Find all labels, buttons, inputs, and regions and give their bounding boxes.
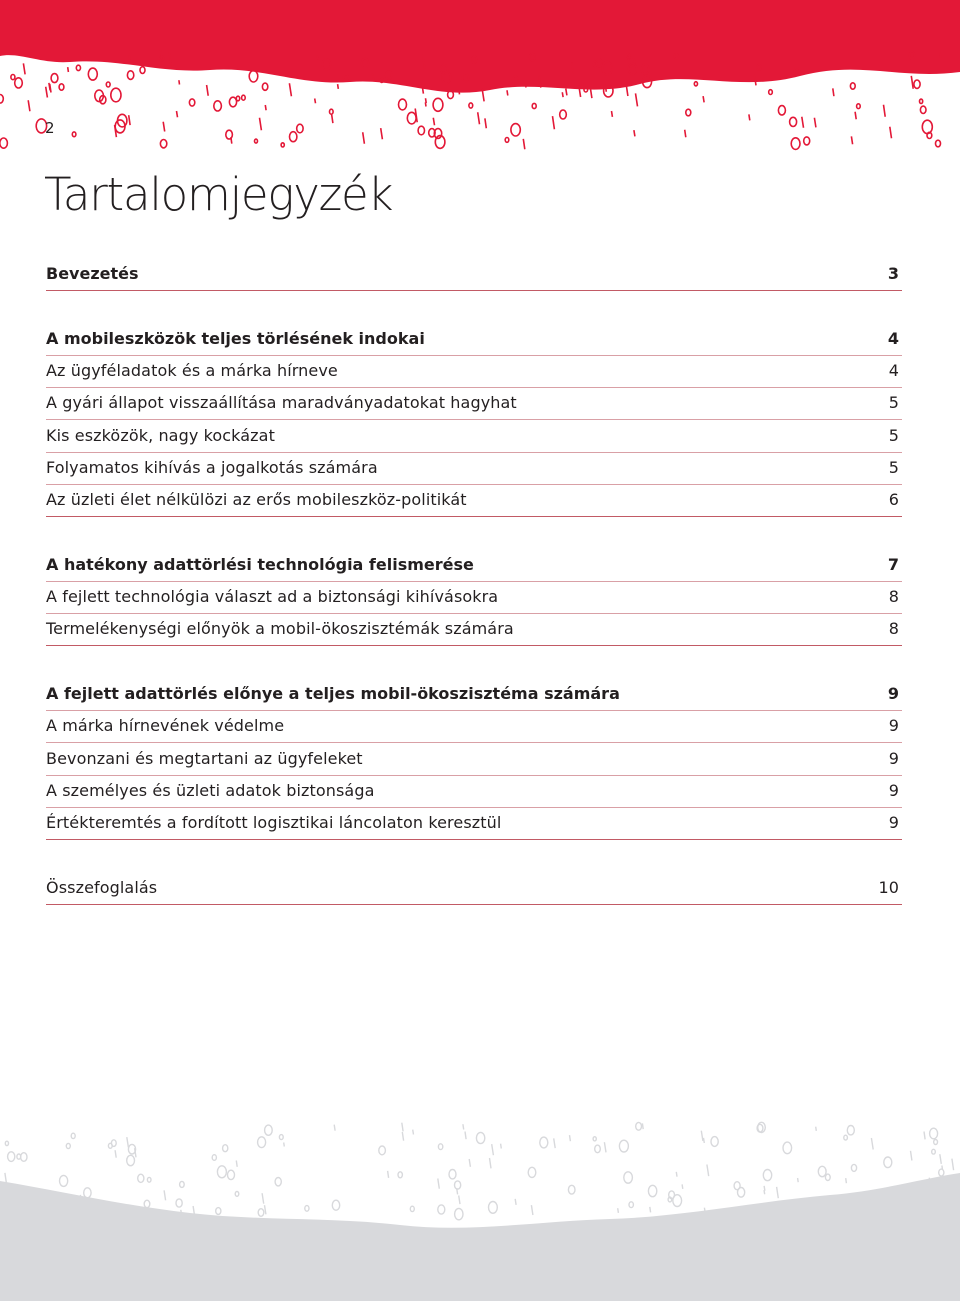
binary-zero-mark bbox=[265, 1125, 273, 1135]
binary-zero-mark bbox=[106, 82, 110, 87]
binary-one-mark bbox=[115, 125, 117, 137]
binary-one-mark bbox=[924, 1132, 925, 1140]
binary-one-mark bbox=[332, 114, 333, 124]
toc-entry-label: Értékteremtés a fordított logisztikai láncolaton keresztül bbox=[46, 813, 502, 833]
binary-one-mark bbox=[531, 1205, 533, 1215]
toc-entry-label: Bevonzani és megtartani az ügyfeleket bbox=[46, 748, 363, 768]
binary-one-mark bbox=[676, 1172, 677, 1177]
binary-zero-mark bbox=[593, 1137, 596, 1141]
binary-one-mark bbox=[855, 112, 856, 120]
binary-one-mark bbox=[289, 83, 291, 96]
binary-zero-mark bbox=[138, 1174, 144, 1182]
binary-one-mark bbox=[490, 1158, 492, 1168]
toc-entry bbox=[46, 808, 902, 840]
binary-one-mark bbox=[591, 90, 592, 99]
binary-zero-mark bbox=[763, 1170, 771, 1181]
binary-one-mark bbox=[262, 1193, 264, 1204]
binary-zero-mark bbox=[0, 95, 3, 104]
binary-one-mark bbox=[231, 137, 232, 143]
binary-zero-mark bbox=[930, 1128, 938, 1139]
binary-one-mark bbox=[816, 1127, 817, 1131]
binary-one-mark bbox=[425, 102, 426, 106]
toc-entry-page: 9 bbox=[888, 813, 899, 833]
binary-one-mark bbox=[265, 1205, 266, 1214]
binary-one-mark bbox=[485, 118, 486, 128]
binary-zero-mark bbox=[449, 1170, 456, 1179]
toc-entry-page: 10 bbox=[878, 877, 899, 897]
binary-one-mark bbox=[884, 105, 886, 117]
binary-one-mark bbox=[46, 87, 48, 98]
binary-zero-mark bbox=[66, 1143, 70, 1148]
toc-entry-page: 5 bbox=[888, 457, 899, 477]
binary-one-mark bbox=[363, 132, 365, 144]
toc-entry-page: 4 bbox=[888, 360, 899, 380]
binary-zero-mark bbox=[297, 124, 303, 133]
toc-entry-label: Az ügyféladatok és a márka hírneve bbox=[46, 360, 338, 380]
binary-one-mark bbox=[402, 1123, 403, 1132]
binary-zero-mark bbox=[648, 1185, 656, 1196]
binary-one-mark bbox=[129, 115, 130, 125]
binary-zero-mark bbox=[216, 1208, 221, 1215]
binary-one-mark bbox=[164, 1190, 166, 1200]
binary-zero-mark bbox=[60, 1175, 68, 1186]
binary-zero-mark bbox=[438, 1205, 445, 1214]
binary-zero-mark bbox=[160, 140, 166, 148]
page-number: 2 bbox=[45, 119, 55, 137]
binary-one-mark bbox=[236, 1161, 237, 1167]
binary-zero-mark bbox=[223, 1145, 228, 1152]
binary-one-mark bbox=[940, 1154, 942, 1164]
binary-one-mark bbox=[814, 118, 816, 128]
binary-one-mark bbox=[685, 130, 686, 138]
binary-zero-mark bbox=[214, 101, 222, 111]
binary-one-mark bbox=[260, 118, 262, 131]
binary-one-mark bbox=[177, 111, 178, 117]
binary-zero-mark bbox=[332, 1200, 339, 1210]
binary-one-mark bbox=[317, 55, 318, 60]
binary-zero-mark bbox=[147, 1177, 151, 1182]
binary-one-mark bbox=[634, 130, 635, 136]
binary-one-mark bbox=[911, 1151, 912, 1161]
binary-zero-mark bbox=[540, 1137, 548, 1148]
binary-zero-mark bbox=[279, 1135, 283, 1140]
binary-zero-mark bbox=[379, 1146, 386, 1155]
binary-zero-mark bbox=[922, 120, 932, 133]
toc-entry bbox=[46, 711, 902, 743]
binary-zero-mark bbox=[11, 75, 15, 80]
binary-zero-mark bbox=[532, 103, 536, 108]
binary-zero-mark bbox=[330, 109, 334, 114]
binary-zero-mark bbox=[275, 1178, 281, 1186]
toc-entry-page: 8 bbox=[888, 619, 899, 639]
binary-one-mark bbox=[507, 90, 508, 95]
binary-zero-mark bbox=[850, 83, 855, 89]
binary-one-mark bbox=[554, 1138, 556, 1148]
toc-entry-label: A hatékony adattörlési technológia felismerése bbox=[46, 554, 474, 574]
binary-zero-mark bbox=[934, 1140, 938, 1145]
toc-entry-page: 9 bbox=[888, 780, 899, 800]
binary-zero-mark bbox=[127, 71, 133, 80]
binary-zero-mark bbox=[914, 80, 920, 88]
toc-entry-label: Termelékenységi előnyök a mobil-ökoszisztémák számára bbox=[46, 619, 514, 639]
toc-entry bbox=[46, 614, 902, 646]
binary-zero-mark bbox=[851, 1164, 856, 1171]
binary-zero-mark bbox=[59, 84, 64, 90]
binary-zero-mark bbox=[217, 1166, 226, 1178]
binary-zero-mark bbox=[511, 124, 520, 136]
binary-zero-mark bbox=[920, 106, 926, 113]
binary-one-mark bbox=[871, 1138, 873, 1150]
toc-entry-page: 6 bbox=[888, 490, 899, 510]
binary-one-mark bbox=[501, 1144, 502, 1149]
binary-zero-mark bbox=[71, 1133, 75, 1138]
binary-zero-mark bbox=[844, 1135, 848, 1140]
binary-one-mark bbox=[265, 105, 266, 110]
binary-zero-mark bbox=[418, 126, 424, 135]
binary-zero-mark bbox=[398, 1172, 402, 1178]
binary-one-mark bbox=[851, 136, 852, 144]
binary-one-mark bbox=[682, 1184, 683, 1189]
binary-zero-mark bbox=[778, 106, 785, 115]
binary-zero-mark bbox=[624, 1172, 633, 1183]
binary-zero-mark bbox=[258, 1137, 266, 1148]
binary-one-mark bbox=[703, 96, 704, 102]
page-title: Tartalomjegyzék bbox=[44, 168, 393, 221]
toc-entry-page: 9 bbox=[887, 683, 899, 703]
binary-zero-mark bbox=[51, 74, 58, 83]
binary-one-mark bbox=[23, 63, 25, 74]
binary-zero-mark bbox=[818, 1166, 826, 1176]
binary-one-mark bbox=[701, 1131, 703, 1141]
binary-zero-mark bbox=[920, 99, 923, 103]
binary-one-mark bbox=[68, 67, 69, 72]
binary-zero-mark bbox=[619, 1140, 628, 1152]
binary-zero-mark bbox=[783, 1142, 792, 1154]
binary-zero-mark bbox=[281, 143, 284, 147]
binary-zero-mark bbox=[469, 103, 473, 108]
binary-one-mark bbox=[388, 1171, 389, 1178]
binary-one-mark bbox=[833, 88, 834, 96]
binary-one-mark bbox=[28, 100, 30, 111]
toc-entry-label: A mobileszközök teljes törlésének indokai bbox=[46, 328, 425, 348]
binary-one-mark bbox=[952, 1159, 954, 1171]
binary-zero-mark bbox=[189, 99, 194, 106]
binary-zero-mark bbox=[791, 138, 800, 150]
binary-one-mark bbox=[515, 1199, 516, 1205]
binary-one-mark bbox=[553, 116, 555, 129]
toc-section-heading bbox=[46, 679, 902, 711]
binary-zero-mark bbox=[5, 1141, 8, 1145]
binary-one-mark bbox=[115, 1150, 116, 1158]
binary-one-mark bbox=[764, 1186, 765, 1191]
binary-zero-mark bbox=[88, 68, 97, 80]
binary-zero-mark bbox=[476, 1132, 484, 1143]
toc-entry-page: 3 bbox=[887, 264, 899, 283]
binary-one-mark bbox=[764, 1190, 765, 1194]
toc-entry bbox=[46, 485, 902, 517]
binary-zero-mark bbox=[76, 65, 80, 70]
binary-zero-mark bbox=[505, 138, 509, 143]
binary-one-mark bbox=[127, 1137, 129, 1147]
binary-one-mark bbox=[618, 1208, 619, 1213]
toc-section-heading bbox=[46, 259, 902, 291]
binary-one-mark bbox=[22, 1198, 23, 1204]
binary-zero-mark bbox=[568, 1185, 575, 1194]
binary-one-mark bbox=[802, 117, 804, 128]
binary-one-mark bbox=[890, 127, 892, 139]
binary-one-mark bbox=[381, 128, 383, 139]
toc-entry bbox=[46, 356, 902, 388]
toc-entry-page: 9 bbox=[888, 748, 899, 768]
toc-entry-page: 5 bbox=[888, 425, 899, 445]
bottom-binary-band bbox=[0, 1121, 960, 1301]
binary-one-mark bbox=[612, 111, 613, 117]
binary-one-mark bbox=[492, 1144, 494, 1155]
binary-zero-mark bbox=[694, 82, 697, 86]
binary-one-mark bbox=[5, 1173, 7, 1183]
binary-zero-mark bbox=[212, 1155, 216, 1161]
binary-zero-mark bbox=[857, 104, 861, 109]
binary-zero-mark bbox=[455, 1181, 461, 1189]
binary-one-mark bbox=[704, 1208, 705, 1212]
binary-zero-mark bbox=[455, 1208, 463, 1219]
toc-entry-page: 9 bbox=[888, 716, 899, 736]
toc-entry-label: Az üzleti élet nélkülözi az erős mobileszköz-politikát bbox=[46, 490, 467, 510]
binary-one-mark bbox=[459, 90, 460, 94]
binary-one-mark bbox=[181, 1210, 182, 1216]
binary-one-mark bbox=[798, 1178, 799, 1182]
binary-zero-mark bbox=[629, 1202, 633, 1208]
binary-zero-mark bbox=[560, 110, 567, 119]
binary-zero-mark bbox=[249, 71, 258, 82]
toc-entry bbox=[46, 582, 902, 614]
binary-zero-mark bbox=[410, 1206, 414, 1211]
binary-zero-mark bbox=[884, 1157, 892, 1168]
binary-one-mark bbox=[459, 1196, 460, 1205]
binary-one-mark bbox=[566, 89, 567, 96]
binary-zero-mark bbox=[790, 117, 797, 126]
binary-zero-mark bbox=[939, 1169, 944, 1176]
binary-one-mark bbox=[163, 122, 165, 132]
binary-one-mark bbox=[334, 1125, 335, 1131]
binary-one-mark bbox=[911, 76, 913, 89]
binary-one-mark bbox=[478, 112, 480, 124]
toc-entry-page: 5 bbox=[888, 393, 899, 413]
binary-zero-mark bbox=[84, 1188, 91, 1198]
toc-section-heading bbox=[46, 324, 902, 356]
binary-zero-mark bbox=[847, 1126, 854, 1135]
binary-zero-mark bbox=[236, 96, 239, 101]
binary-zero-mark bbox=[8, 1152, 15, 1162]
toc-entry-label: Folyamatos kihívás a jogalkotás számára bbox=[46, 457, 378, 477]
binary-zero-mark bbox=[21, 1153, 27, 1162]
binary-zero-mark bbox=[636, 1122, 642, 1130]
binary-zero-mark bbox=[108, 1143, 112, 1148]
binary-one-mark bbox=[562, 92, 563, 97]
binary-zero-mark bbox=[72, 132, 76, 137]
binary-one-mark bbox=[373, 74, 374, 81]
binary-zero-mark bbox=[399, 99, 407, 110]
binary-zero-mark bbox=[804, 137, 810, 145]
binary-zero-mark bbox=[140, 67, 145, 74]
binary-zero-mark bbox=[769, 90, 773, 95]
binary-one-mark bbox=[846, 1178, 847, 1183]
binary-one-mark bbox=[338, 84, 339, 89]
toc-entry-label: Összefoglalás bbox=[46, 877, 158, 897]
binary-one-mark bbox=[570, 1135, 571, 1141]
binary-one-mark bbox=[469, 1159, 470, 1167]
binary-one-mark bbox=[179, 80, 180, 84]
binary-one-mark bbox=[413, 1130, 414, 1135]
toc-entry-label: A fejlett adattörlés előnye a teljes mobil-ökoszisztéma számára bbox=[46, 683, 620, 703]
binary-zero-mark bbox=[711, 1137, 718, 1147]
binary-zero-mark bbox=[932, 1149, 936, 1154]
binary-one-mark bbox=[704, 1138, 705, 1143]
binary-one-mark bbox=[465, 1132, 466, 1140]
binary-one-mark bbox=[463, 1124, 464, 1129]
binary-zero-mark bbox=[595, 1145, 601, 1153]
binary-zero-mark bbox=[489, 1202, 498, 1214]
toc-entry bbox=[46, 421, 902, 453]
binary-one-mark bbox=[749, 114, 750, 120]
toc-entry-label: A gyári állapot visszaállítása maradványadatokat hagyhat bbox=[46, 393, 517, 413]
binary-zero-mark bbox=[290, 132, 297, 142]
top-binary-band bbox=[0, 0, 960, 160]
toc-entry-label: A márka hírnevének védelme bbox=[46, 716, 285, 736]
binary-one-mark bbox=[284, 1143, 285, 1147]
binary-zero-mark bbox=[180, 1181, 185, 1187]
binary-zero-mark bbox=[584, 87, 588, 92]
toc-entry bbox=[46, 453, 902, 485]
toc-entry bbox=[46, 388, 902, 420]
toc-section-heading bbox=[46, 550, 902, 582]
toc-entry-page: 4 bbox=[887, 328, 899, 348]
binary-one-mark bbox=[636, 93, 638, 106]
toc-entry bbox=[46, 744, 902, 776]
binary-zero-mark bbox=[258, 1209, 264, 1217]
binary-one-mark bbox=[523, 139, 525, 149]
binary-one-mark bbox=[402, 1132, 403, 1141]
binary-one-mark bbox=[604, 1142, 606, 1152]
toc-entry-label: Bevezetés bbox=[46, 264, 139, 283]
binary-zero-mark bbox=[242, 95, 246, 100]
binary-zero-mark bbox=[111, 88, 121, 102]
binary-zero-mark bbox=[305, 1206, 309, 1212]
binary-zero-mark bbox=[255, 139, 258, 143]
toc-entry-label: Kis eszközök, nagy kockázat bbox=[46, 425, 275, 445]
binary-zero-mark bbox=[734, 1182, 740, 1190]
toc-entry-page: 7 bbox=[887, 554, 899, 574]
binary-zero-mark bbox=[235, 1192, 239, 1197]
binary-one-mark bbox=[315, 99, 316, 104]
binary-zero-mark bbox=[144, 1200, 150, 1207]
binary-zero-mark bbox=[17, 1154, 21, 1159]
binary-one-mark bbox=[438, 1179, 440, 1189]
toc-entry bbox=[46, 873, 902, 905]
toc-entry-label: A fejlett technológia választ ad a biztonsági kihívásokra bbox=[46, 587, 499, 606]
binary-one-mark bbox=[940, 53, 941, 58]
binary-zero-mark bbox=[407, 112, 416, 124]
binary-one-mark bbox=[525, 82, 526, 88]
binary-one-mark bbox=[433, 118, 434, 125]
binary-one-mark bbox=[650, 1207, 651, 1213]
binary-one-mark bbox=[80, 1195, 81, 1202]
binary-zero-mark bbox=[0, 138, 7, 148]
binary-one-mark bbox=[777, 1187, 779, 1198]
binary-zero-mark bbox=[438, 1144, 442, 1150]
toc-entry-label: A személyes és üzleti adatok biztonsága bbox=[46, 780, 375, 800]
binary-zero-mark bbox=[825, 1174, 830, 1180]
binary-zero-mark bbox=[127, 1155, 135, 1165]
binary-zero-mark bbox=[15, 78, 23, 88]
toc-entry bbox=[46, 776, 902, 808]
binary-zero-mark bbox=[686, 109, 691, 116]
binary-zero-mark bbox=[936, 140, 941, 147]
binary-zero-mark bbox=[262, 83, 267, 90]
binary-one-mark bbox=[642, 1123, 643, 1129]
binary-zero-mark bbox=[433, 98, 443, 111]
binary-one-mark bbox=[707, 1165, 709, 1177]
binary-zero-mark bbox=[528, 1167, 536, 1177]
binary-zero-mark bbox=[228, 1170, 235, 1179]
binary-one-mark bbox=[426, 98, 427, 103]
binary-zero-mark bbox=[176, 1199, 182, 1207]
toc-entry-page: 8 bbox=[888, 587, 899, 606]
binary-one-mark bbox=[207, 85, 209, 96]
